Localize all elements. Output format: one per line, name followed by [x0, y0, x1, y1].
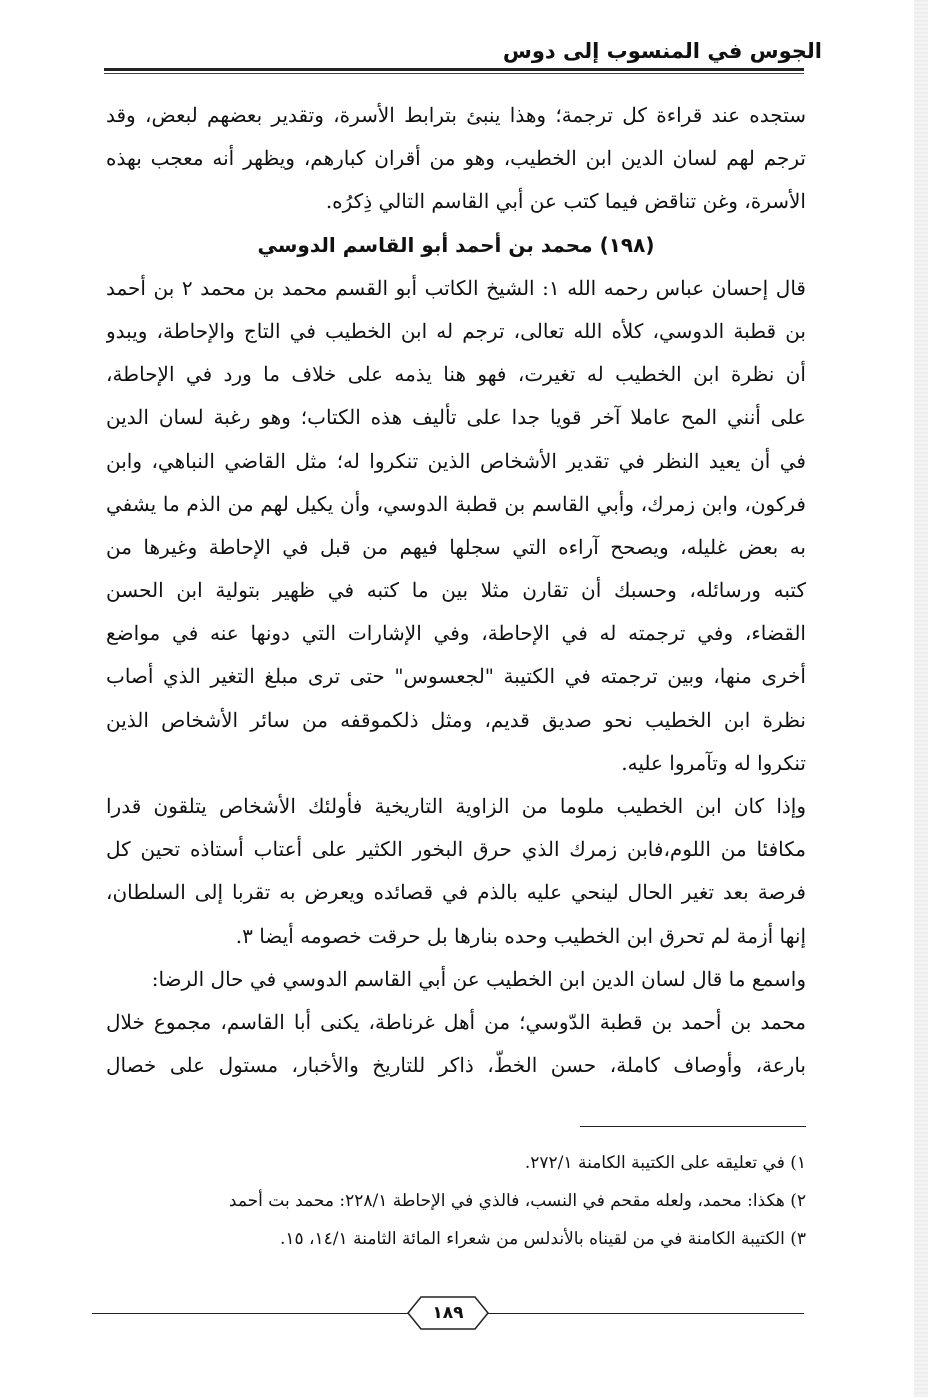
footnotes — [106, 1144, 806, 1258]
body-line: مكافئا من اللوم،فابن زمرك الذي حرق البخور الكثير على أعتاب أستاذه تحين كل — [106, 837, 806, 862]
body-line: على أنني المح عاملا آخر قويا جدا على تأليف هذه الكتاب؛ وهو رغبة لسان الدين — [106, 405, 806, 430]
footnote: ٣) الكتيبة الكامنة في من لقيناه بالأندلس من شعراء المائة الثامنة ١٤/١، ١٥. — [279, 1229, 806, 1249]
body-line: فرصة بعد تغير الحال لينحي عليه بالذم في قصائده ويعرض به تقربا إلى السلطان، — [106, 880, 806, 905]
body-line: إنها أزمة لم تحرق ابن الخطيب وحده بنارها بل حرقت خصومه أيضا ٣. — [235, 923, 806, 948]
body-line: أخرى منها، وبين ترجمته في الكتيبة "لجعسوس" حتى ترى مبلغ التغير الذي أصاب — [106, 664, 806, 689]
entry-heading: (١٩٨) محمد بن أحمد أبو القاسم الدوسي — [257, 232, 655, 257]
header-rule — [104, 68, 804, 71]
body-line: القضاء، وفي ترجمته له في الإحاطة، وفي الإشارات التي دونها عنه في مواضع — [106, 621, 806, 646]
header-rule-thin — [104, 73, 804, 74]
body-line: قال إحسان عباس رحمه الله ١: الشيخ الكاتب أبو القسم محمد بن محمد ٢ بن أحمد — [106, 275, 806, 300]
running-header-title: الجوس في المنسوب إلى دوس — [502, 39, 822, 63]
body-line: بن قطبة الدوسي، كلأه الله تعالى، ترجم له ابن الخطيب في التاج والإحاطة، ويبدو — [106, 318, 806, 343]
body-line: وإذا كان ابن الخطيب ملوما من الزاوية التاريخية فأولئك الأشخاص يتلقون قدرا — [106, 794, 806, 818]
body-line: كتبه ورسائله، وحسبك أن تقارن مثلا بين ما كتبه في ظهير بتولية ابن الحسن — [106, 578, 806, 603]
scan-edge — [914, 0, 928, 1397]
body-line: ترجم لهم لسان الدين ابن الخطيب، وهو من أقران كبارهم، ويظهر أنه معجب بهذه — [106, 146, 806, 171]
body-line: أن نظرة ابن الخطيب له تغيرت، فهو هنا يذمه على خلاف ما ورد في الإحاطة، — [106, 362, 806, 387]
body-line: نظرة ابن الخطيب نحو صديق قديم، ومثل ذلكموقفه من سائر الأشخاص الذين — [106, 707, 806, 732]
body-text — [106, 94, 806, 1087]
body-line: به بعض غليله، ويصحح آراءه التي سجلها فيهم من قبل في الإحاطة وغيرها من — [106, 534, 806, 559]
body-line: في أن يعيد النظر في تقدير الأشخاص الذين تنكروا له؛ مثل القاضي النباهي، وابن — [106, 448, 806, 473]
page-number-badge — [407, 1296, 489, 1330]
body-line: بارعة، وأوصاف كاملة، حسن الخطّ، ذاكر للتاريخ والأخبار، مستول على خصال — [106, 1053, 806, 1078]
page-number-rule-left — [92, 1313, 410, 1314]
body-line: محمد بن أحمد بن قطبة الدّوسي؛ من أهل غرناطة، يكنى أبا القاسم، مجموع خلال — [106, 1009, 806, 1034]
body-line: فركون، وابن زمرك، وأبي القاسم بن قطبة الدوسي، وأن يكيل لهم من الذم ما يشفي — [106, 491, 806, 516]
footnote: ٢) هكذا: محمد، ولعله مقحم في النسب، فالذي في الإحاطة ٢٢٨/١: محمد بت أحمد — [228, 1191, 806, 1211]
body-line: الأسرة، وغن تناقض فيما كتب عن أبي القاسم التالي ذِكرُه. — [325, 189, 806, 214]
page-number: ١٨٩ — [432, 1303, 464, 1323]
page-number-rule-right — [486, 1313, 804, 1314]
body-line: تنكروا له وتآمروا عليه. — [621, 750, 806, 775]
body-line: واسمع ما قال لسان الدين ابن الخطيب عن أبي القاسم الدوسي في حال الرضا: — [151, 966, 806, 991]
footnote-separator — [580, 1126, 806, 1127]
footnote: ١) في تعليقه على الكتيبة الكامنة ٢٧٢/١. — [524, 1153, 806, 1173]
body-line: ستجده عند قراءة كل ترجمة؛ وهذا ينبئ بترابط الأسرة، وتقدير بعضهم لبعض، وقد — [106, 103, 806, 127]
